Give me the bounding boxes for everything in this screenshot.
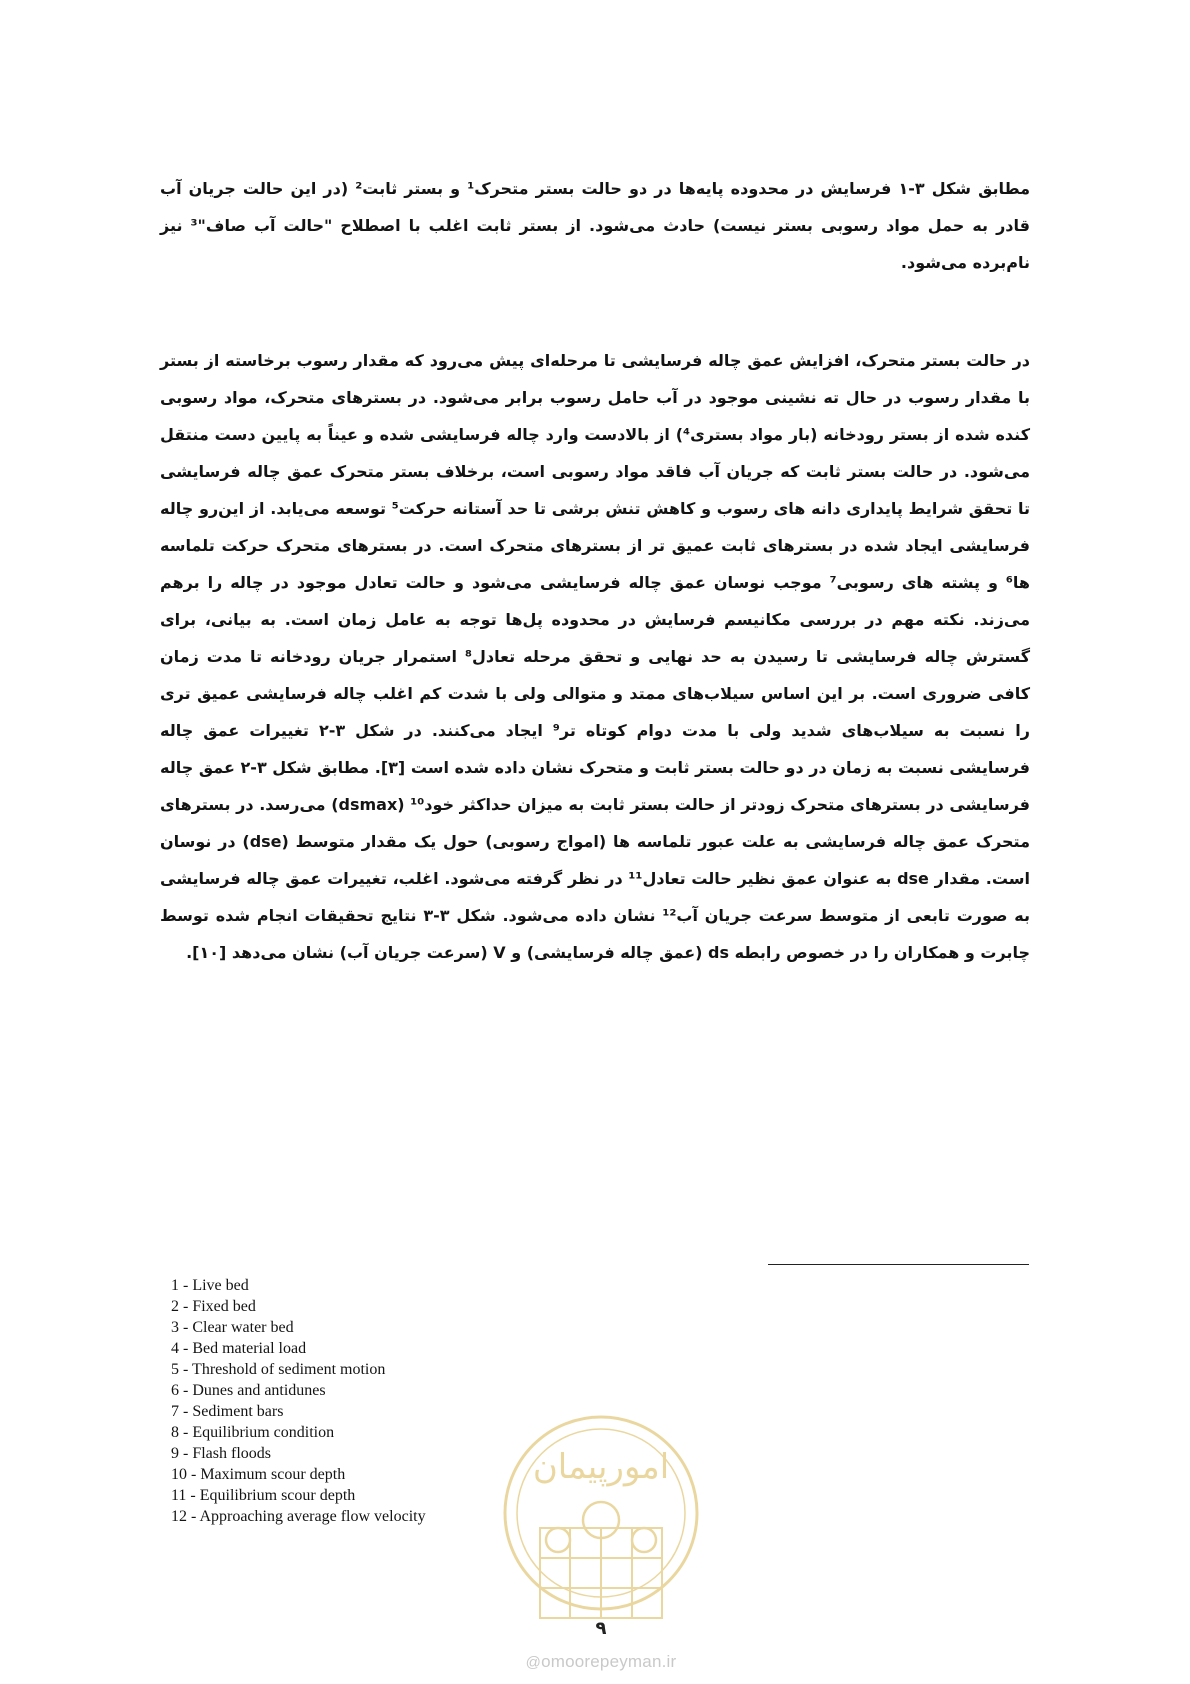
footnote-item: 2 - Fixed bed <box>171 1298 256 1315</box>
footnote-item: 7 - Sediment bars <box>171 1403 284 1420</box>
footnote-item: 11 - Equilibrium scour depth <box>171 1487 356 1504</box>
footnote-item: 4 - Bed material load <box>171 1340 307 1357</box>
watermark-site <box>490 1652 712 1672</box>
watermark-seal <box>488 1408 714 1638</box>
watermark-logo-text: امورپیمان <box>532 1447 670 1487</box>
footnote-item: 6 - Dunes and antidunes <box>171 1382 326 1399</box>
paragraph-2: در حالت بستر متحرک، افزایش عمق چاله فرسایشی تا مرحله‌ای پیش می‌رود که مقدار رسوب برخاسته از بستر با مقدار رسوب در حال ته نشینی موجود در آب حامل رسوب برابر می‌شود. در بسترهای متحرک، مواد رسوبی کنده شده از بستر رودخانه (بار مواد بستری⁴) از بالادست وارد چاله فرسایشی شده و عیناً به پایین دست منتقل می‌شود. در حالت بستر ثابت که جریان آب فاقد مواد رسوبی است، برخلاف بستر متحرک عمق چاله فرسایشی تا تحقق شرایط پایداری دانه های رسوب و کاهش تنش برشی تا حد آستانه حرکت⁵ توسعه می‌یابد. از این‌رو چاله فرسایشی ایجاد شده در بسترهای ثابت عمیق تر از بسترهای متحرک است. در بسترهای متحرک حرکت تلماسه ها⁶ و پشته های رسوبی⁷ موجب نوسان عمق چاله فرسایشی می‌شود و حالت تعادل موجود در چاله را برهم می‌زند. نکته مهم در بررسی مکانیسم فرسایش در محدوده پل‌ها توجه به عامل زمان است. به بیانی، برای گسترش چاله فرسایشی تا رسیدن به حد نهایی و تحقق مرحله تعادل⁸ استمرار جریان رودخانه تا مدت زمان کافی ضروری است. بر این اساس سیلاب‌های ممتد و متوالی ولی با شدت کم اغلب چاله فرسایشی عمیق تری را نسبت به سیلاب‌های شدید ولی با مدت دوام کوتاه تر⁹ ایجاد می‌کنند. در شکل ۳-۲ تغییرات عمق چاله فرسایشی نسبت به زمان در دو حالت بستر ثابت و متحرک نشان داده شده است [۳]. مطابق شکل ۳-۲ عمق چاله فرسایشی در بسترهای متحرک زودتر از حالت بستر ثابت به میزان حداکثر خود¹⁰ (dsmax) می‌رسد. در بسترهای متحرک عمق چاله فرسایشی به علت عبور تلماسه ها (امواج رسوبی) حول یک مقدار متوسط (dse) در نوسان است. مقدار dse به عنوان عمق نظیر حالت تعادل¹¹ در نظر گرفته می‌شود. اغلب، تغییرات عمق چاله فرسایشی به صورت تابعی از متوسط سرعت جریان آب¹² نشان داده می‌شود. شکل ۳-۳ نتایج تحقیقات انجام شده توسط چابرت و همکاران را در خصوص رابطه ds (عمق چاله فرسایشی) و V (سرعت جریان آب) نشان می‌دهد [۱۰]. <box>160 351 1031 962</box>
page-number: ۹ <box>595 1618 607 1638</box>
at-icon: @ <box>525 1654 542 1671</box>
watermark-site-text: omoorepeyman.ir <box>541 1652 677 1671</box>
footnote-item: 5 - Threshold of sediment motion <box>171 1361 386 1378</box>
footnote-item: 9 - Flash floods <box>171 1445 271 1462</box>
footnote-item: 10 - Maximum scour depth <box>171 1466 346 1483</box>
footnote-item: 1 - Live bed <box>171 1277 249 1294</box>
footnote-item: 8 - Equilibrium condition <box>171 1424 335 1441</box>
footnote-item: 3 - Clear water bed <box>171 1319 294 1336</box>
footnote-item: 12 - Approaching average flow velocity <box>171 1508 426 1525</box>
footnotes-list <box>171 1275 426 1527</box>
paragraph-1: مطابق شکل ۳-۱ فرسایش در محدوده پایه‌ها در دو حالت بستر متحرک¹ و بستر ثابت² (در این حالت جریان آب قادر به حمل مواد رسوبی بستر نیست) حادث می‌شود. از بستر ثابت اغلب با اصطلاح "حالت آب صاف"³ نیز نام‌برده می‌شود. <box>160 179 1031 272</box>
footnote-divider <box>768 1264 1029 1265</box>
